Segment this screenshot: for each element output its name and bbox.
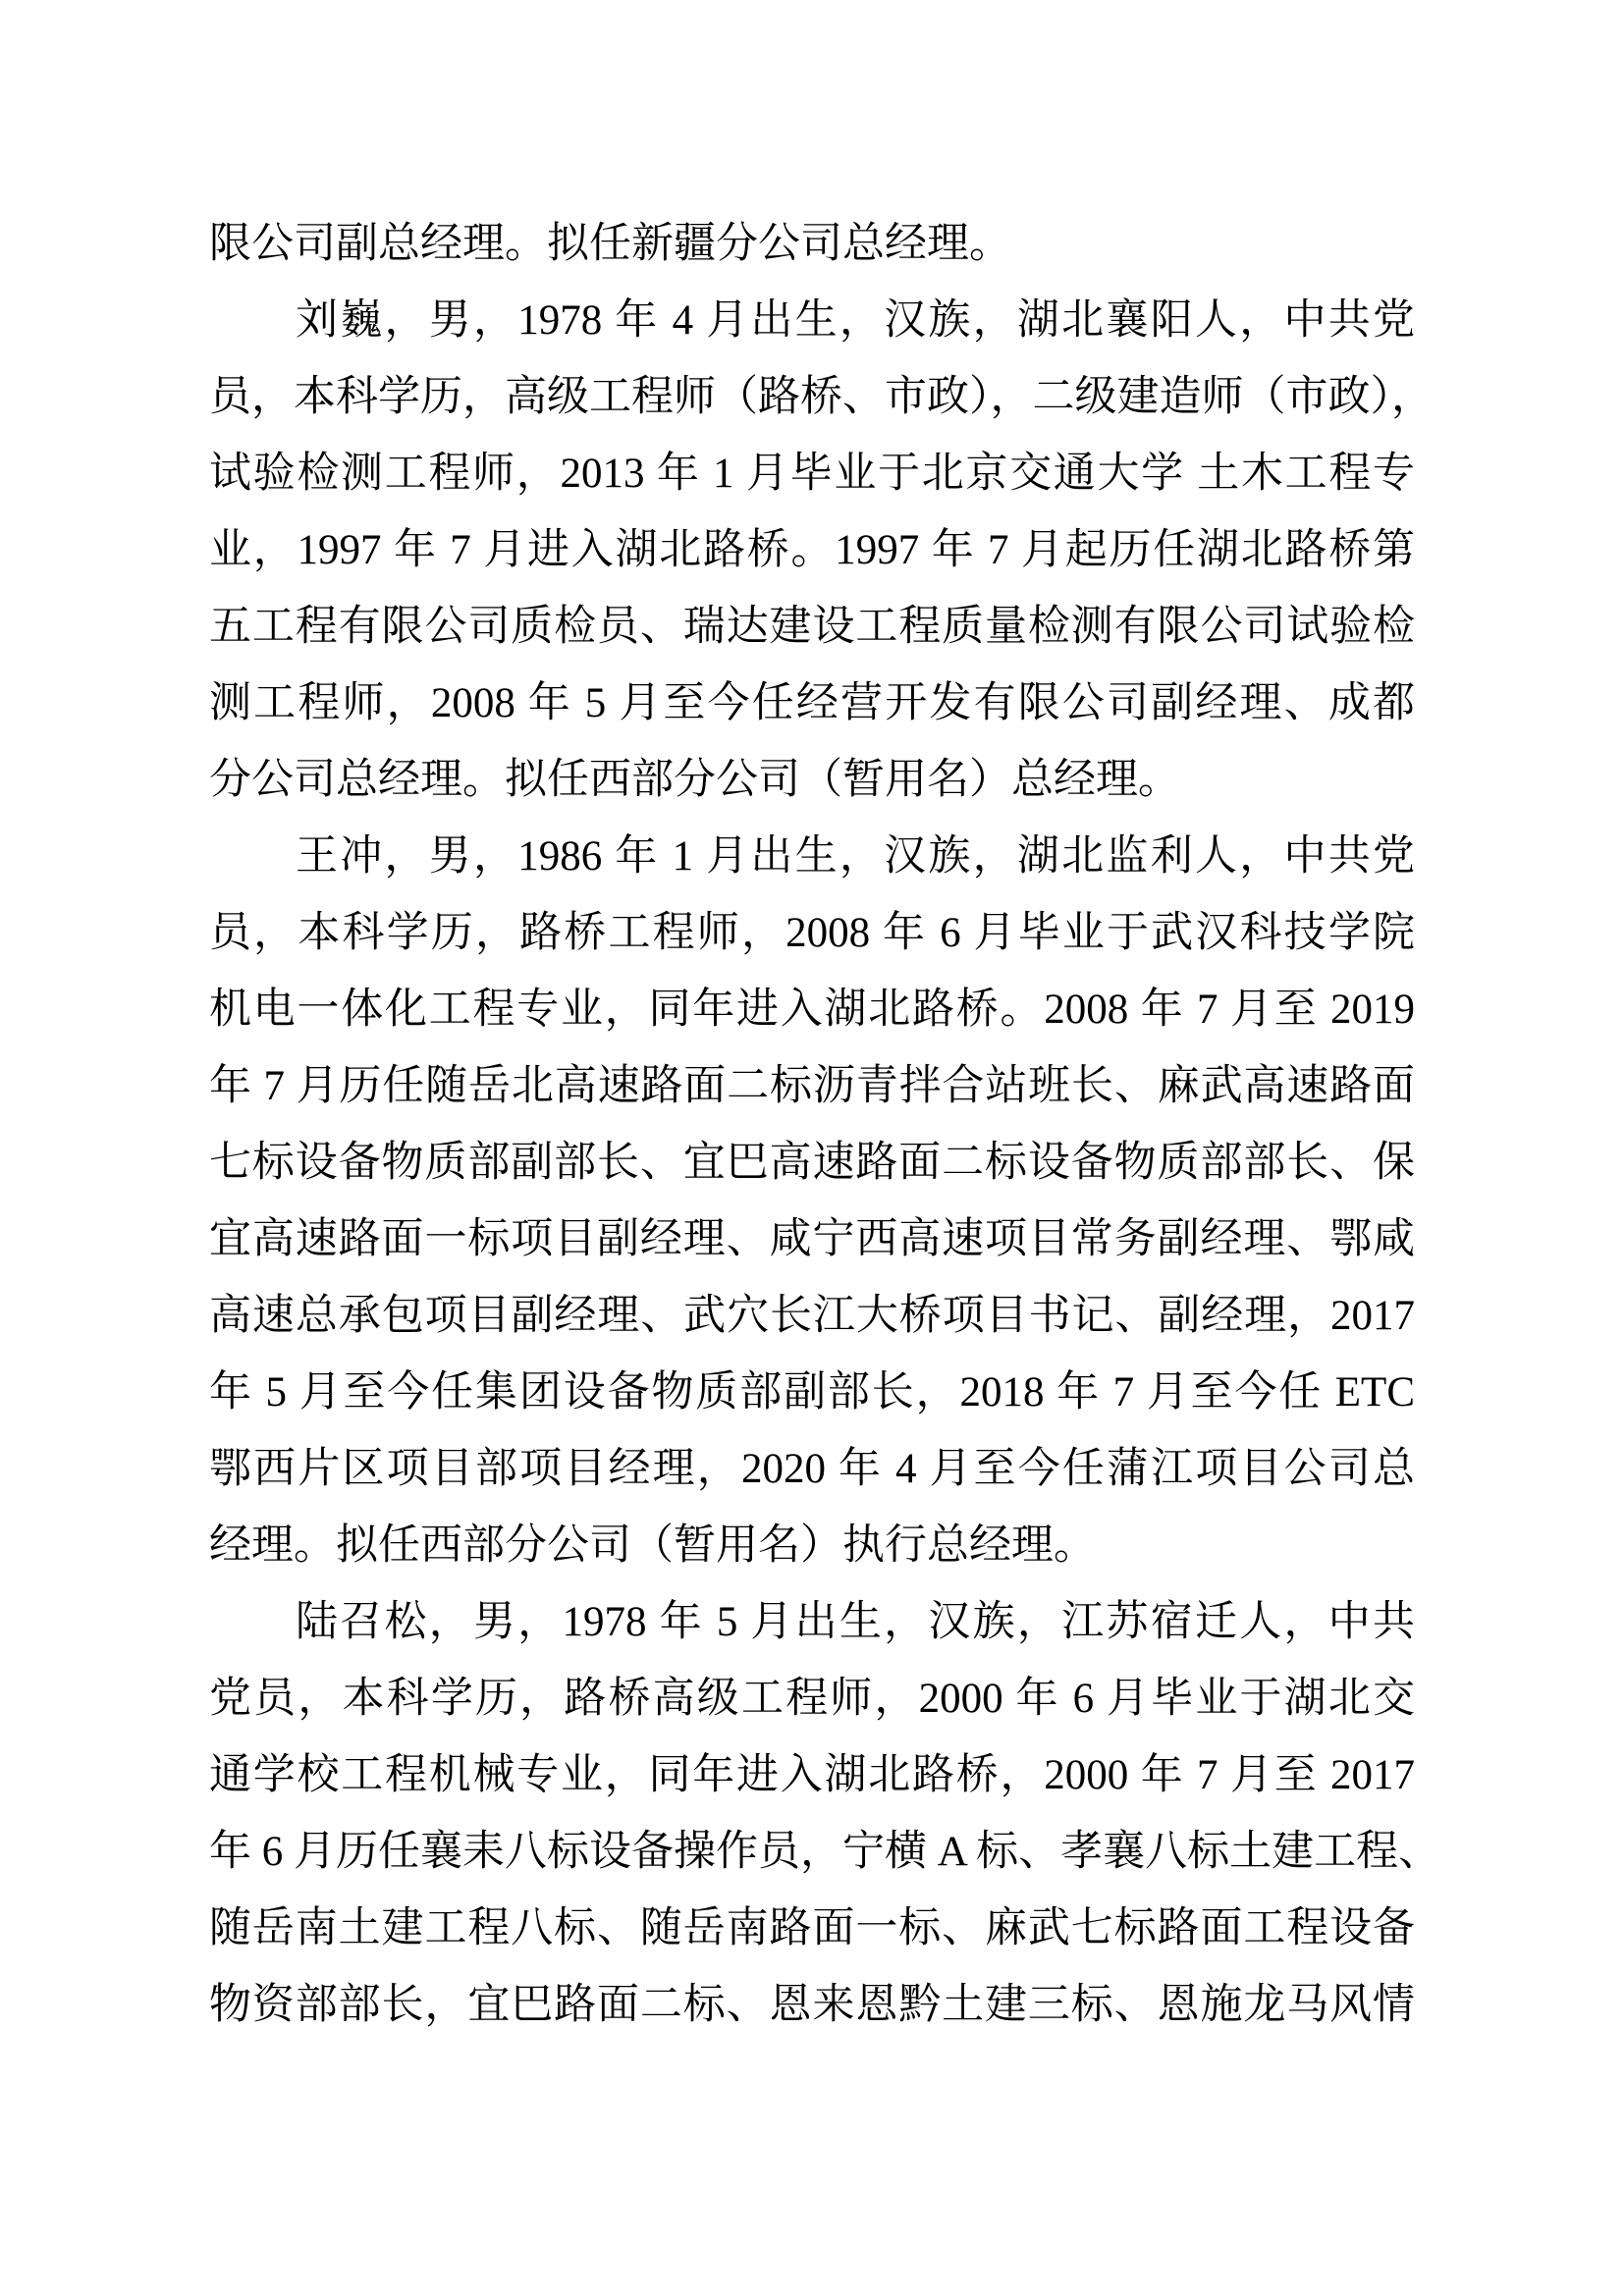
text-line: 年 5 月至今任集团设备物质部副部长，2018 年 7 月至今任 ETC [209,1369,1415,1415]
text-line: 经理。拟任西部分公司（暂用名）执行总经理。 [209,1522,1096,1569]
text-line: 王冲，男，1986 年 1 月出生，汉族，湖北监利人，中共党 [296,833,1415,880]
text-line: 试验检测工程师，2013 年 1 月毕业于北京交通大学 土木工程专 [209,451,1415,497]
text-line: 陆召松，男，1978 年 5 月出生，汉族，江苏宿迁人，中共 [296,1599,1415,1645]
text-line: 员，本科学历，高级工程师（路桥、市政），二级建造师（市政）， [209,374,1434,420]
text-line: 七标设备物质部副部长、宜巴高速路面二标设备物质部部长、保 [209,1140,1415,1186]
text-line: 年 6 月历任襄耒八标设备操作员，宁横 A 标、孝襄八标土建工程、 [209,1829,1441,1875]
text-line: 员，本科学历，路桥工程师，2008 年 6 月毕业于武汉科技学院 [209,910,1415,956]
text-line: 业，1997 年 7 月进入湖北路桥。1997 年 7 月起历任湖北路桥第 [209,527,1415,573]
text-line: 测工程师，2008 年 5 月至今任经营开发有限公司副经理、成都 [209,680,1415,726]
text-line: 党员，本科学历，路桥高级工程师，2000 年 6 月毕业于湖北交 [209,1676,1415,1722]
text-line: 高速总承包项目副经理、武穴长江大桥项目书记、副经理，2017 [209,1293,1415,1339]
text-line: 宜高速路面一标项目副经理、咸宁西高速项目常务副经理、鄂咸 [209,1216,1415,1262]
text-line: 五工程有限公司质检员、瑞达建设工程质量检测有限公司试验检 [209,604,1415,650]
text-line: 随岳南土建工程八标、随岳南路面一标、麻武七标路面工程设备 [209,1905,1415,1951]
text-line: 刘巍，男，1978 年 4 月出生，汉族，湖北襄阳人，中共党 [296,297,1415,344]
text-line: 分公司总经理。拟任西部分公司（暂用名）总经理。 [209,757,1180,803]
text-line: 限公司副总经理。拟任新疆分公司总经理。 [209,221,1011,267]
text-line: 年 7 月历任随岳北高速路面二标沥青拌合站班长、麻武高速路面 [209,1063,1415,1109]
document-body [209,206,1441,2044]
text-line: 物资部部长，宜巴路面二标、恩来恩黔土建三标、恩施龙马风情 [209,1982,1415,2028]
text-line: 鄂西片区项目部项目经理，2020 年 4 月至今任蒲江项目公司总 [209,1446,1415,1492]
text-line: 机电一体化工程专业，同年进入湖北路桥。2008 年 7 月至 2019 [209,987,1415,1033]
text-line: 通学校工程机械专业，同年进入湖北路桥，2000 年 7 月至 2017 [209,1752,1415,1798]
